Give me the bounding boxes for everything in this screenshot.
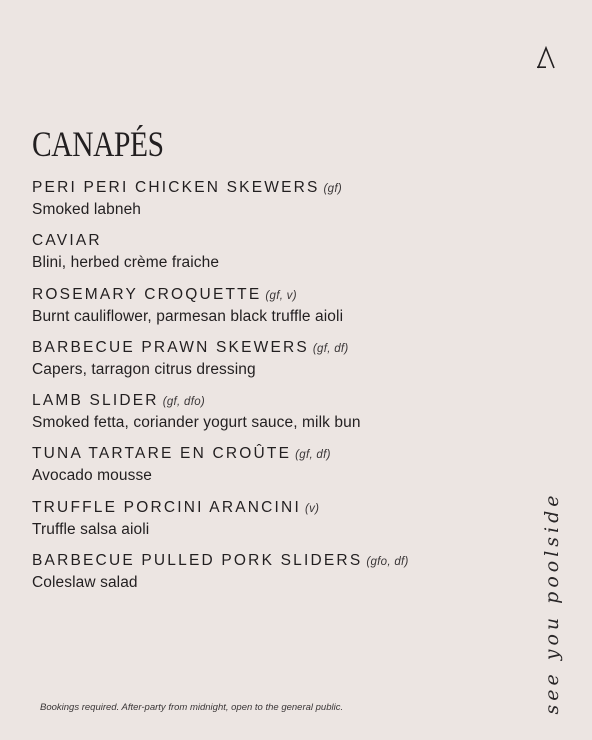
item-name: PERI PERI CHICKEN SKEWERS	[32, 179, 320, 196]
item-description: Smoked fetta, coriander yogurt sauce, milk bun	[32, 414, 361, 432]
item-name: TUNA TARTARE EN CROÛTE	[32, 445, 292, 463]
menu-item	[32, 178, 502, 231]
menu-item	[32, 551, 502, 604]
menu-item	[32, 498, 502, 551]
item-dietary-tags: (gf, v)	[265, 289, 297, 302]
item-description: Truffle salsa aioli	[32, 520, 150, 538]
menu-item	[32, 444, 502, 497]
menu-list	[32, 178, 502, 604]
item-dietary-tags: (gf, df)	[295, 449, 331, 462]
menu-item	[32, 231, 502, 284]
item-dietary-tags: (v)	[304, 502, 320, 515]
triangle-icon	[534, 46, 558, 70]
section-heading: CANAPÉS	[32, 124, 164, 164]
item-dietary-tags: (gf, df)	[312, 342, 349, 355]
item-name: LAMB SLIDER	[32, 392, 159, 410]
menu-item	[32, 391, 502, 444]
item-name: ROSEMARY CROQUETTE	[32, 285, 262, 303]
item-name: TRUFFLE PORCINI ARANCINI	[32, 498, 301, 516]
item-name: BARBECUE PRAWN SKEWERS	[32, 338, 309, 356]
item-name: CAVIAR	[32, 232, 102, 250]
menu-item	[32, 285, 502, 338]
item-dietary-tags: (gfo, df)	[366, 556, 409, 569]
menu-item	[32, 338, 502, 391]
footer-note: Bookings required. After-party from midnight, open to the general public.	[40, 702, 344, 713]
item-dietary-tags: (gf, dfo)	[162, 396, 206, 409]
item-description: Smoked labneh	[32, 201, 142, 218]
item-dietary-tags: (gf)	[323, 183, 342, 195]
item-description: Burnt cauliflower, parmesan black truffle aioli	[32, 307, 344, 325]
item-description: Capers, tarragon citrus dressing	[32, 360, 256, 378]
item-description: Blini, herbed crème fraiche	[32, 254, 220, 272]
item-name: BARBECUE PULLED PORK SLIDERS	[32, 552, 363, 570]
logo	[534, 46, 558, 70]
item-description: Avocado mousse	[32, 467, 153, 485]
side-script-text: see you poolside	[541, 491, 563, 715]
item-description: Coleslaw salad	[32, 574, 138, 592]
